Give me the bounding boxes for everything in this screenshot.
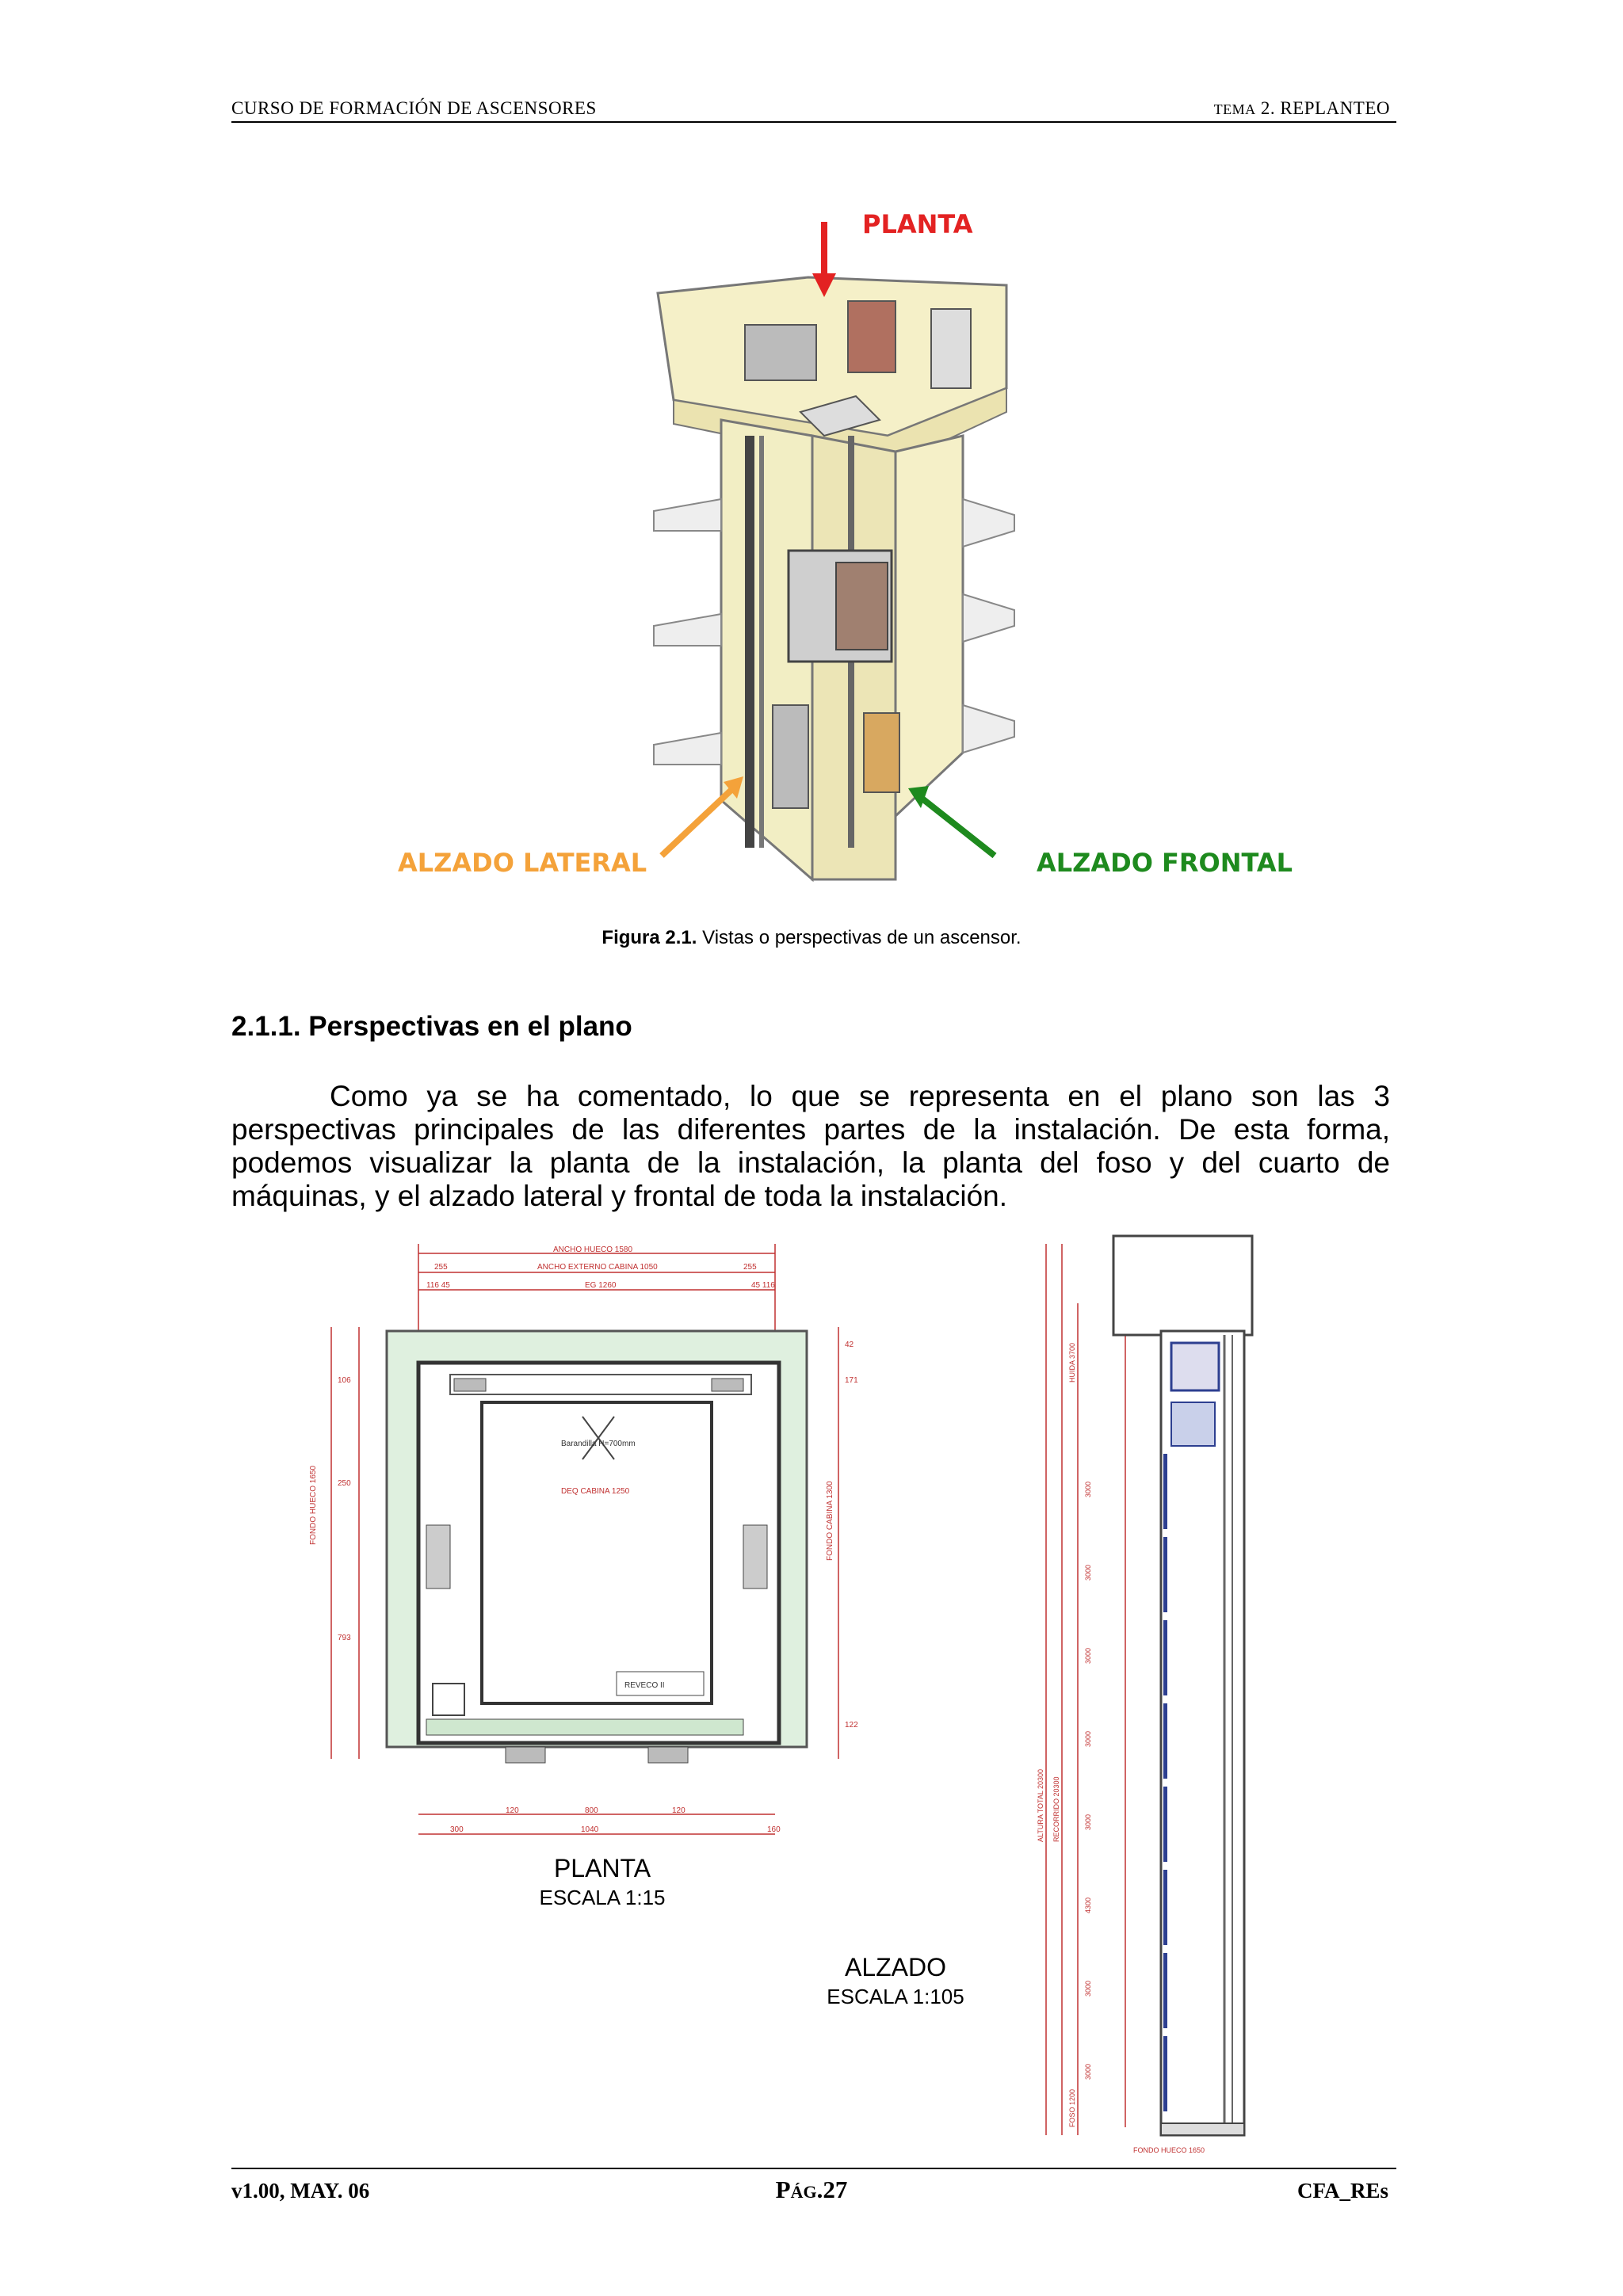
elev-foso: FOSO 1200 bbox=[1068, 2088, 1076, 2127]
label-alzado-lateral: ALZADO LATERAL bbox=[398, 848, 647, 878]
dim-250: 250 bbox=[338, 1479, 351, 1488]
footer-rule bbox=[231, 2168, 1396, 2169]
footer-page-b: ÁG bbox=[790, 2182, 817, 2202]
elev-scale: ESCALA 1:105 bbox=[827, 1985, 964, 2008]
dim-fondo-cabina: FONDO CABINA 1300 bbox=[826, 1481, 834, 1561]
elev-floor-2: 3000 bbox=[1084, 1564, 1092, 1581]
dim-45: 45 116 bbox=[751, 1281, 775, 1290]
dim-eg: EG 1260 bbox=[585, 1281, 617, 1290]
dim-1040: 1040 bbox=[581, 1825, 599, 1834]
elev-recorrido: RECORRIDO 20300 bbox=[1052, 1776, 1060, 1842]
dim-171: 171 bbox=[845, 1376, 858, 1385]
dim-300: 300 bbox=[450, 1825, 464, 1834]
elev-floor-6: 4300 bbox=[1084, 1897, 1092, 1913]
dim-116: 116 45 bbox=[426, 1281, 450, 1290]
dim-160: 160 bbox=[767, 1825, 781, 1834]
elev-floor-8: 3000 bbox=[1084, 2063, 1092, 2080]
plan-drawing bbox=[300, 1244, 870, 1846]
header-rule bbox=[231, 121, 1396, 123]
label-planta: PLANTA bbox=[862, 209, 973, 239]
dim-120a: 120 bbox=[506, 1806, 519, 1815]
dim-120b: 120 bbox=[672, 1806, 685, 1815]
header-left: CURSO DE FORMACIÓN DE ASCENSORES bbox=[231, 98, 597, 118]
plan-scale: ESCALA 1:15 bbox=[539, 1886, 666, 1909]
elev-huida: HUIDA 3700 bbox=[1068, 1342, 1076, 1383]
footer-left: v1.00, MAY. 06 bbox=[231, 2179, 370, 2203]
elev-floor-1: 3000 bbox=[1084, 1481, 1092, 1497]
elev-altura: ALTURA TOTAL 20300 bbox=[1037, 1768, 1044, 1842]
header-right-small: TEMA bbox=[1213, 101, 1256, 117]
dim-deq: DEQ CABINA 1250 bbox=[561, 1487, 630, 1496]
dim-42: 42 bbox=[845, 1341, 854, 1349]
label-alzado-frontal: ALZADO FRONTAL bbox=[1037, 848, 1293, 878]
figure-caption-label: Figura 2.1. bbox=[601, 927, 697, 948]
elev-floor-3: 3000 bbox=[1084, 1647, 1092, 1664]
dim-hueco: ANCHO HUECO 1580 bbox=[553, 1245, 633, 1254]
plan-title: PLANTA bbox=[553, 1854, 651, 1882]
section-paragraph bbox=[231, 1080, 1390, 1213]
dim-255b: 255 bbox=[743, 1263, 757, 1272]
elev-floor-4: 3000 bbox=[1084, 1730, 1092, 1747]
section-heading: 2.1.1. Perspectivas en el plano bbox=[231, 1011, 632, 1042]
paragraph-text: Como ya se ha comentado, lo que se representa en el plano son las 3 perspectivas principales de las diferentes partes de la instalación. De esta forma, podemos visualizar la planta de la instalación, la planta del foso y del cuarto de máquinas, y el alzado lateral y frontal de toda la instalación. bbox=[231, 1080, 1390, 1212]
dim-barandilla: Barandilla H=700mm bbox=[561, 1440, 636, 1448]
elev-floor-7: 3000 bbox=[1084, 1980, 1092, 1997]
header-right-text: 2. REPLANTEO bbox=[1255, 98, 1390, 118]
elev-fondo: FONDO HUECO 1650 bbox=[1133, 2146, 1205, 2154]
dim-106: 106 bbox=[338, 1376, 351, 1385]
figure-caption-text: Vistas o perspectivas de un ascensor. bbox=[697, 927, 1022, 948]
dim-793: 793 bbox=[338, 1634, 351, 1642]
dim-800: 800 bbox=[585, 1806, 598, 1815]
dim-255a: 255 bbox=[434, 1263, 448, 1272]
header-right bbox=[1214, 98, 1390, 119]
figure-caption bbox=[0, 927, 1623, 949]
elev-title: ALZADO bbox=[844, 1953, 947, 1981]
dim-reveco: REVECO II bbox=[624, 1681, 665, 1690]
elevator-perspective-figure bbox=[380, 198, 1300, 895]
footer-page-a: P bbox=[775, 2176, 791, 2203]
elev-floor-5: 3000 bbox=[1084, 1814, 1092, 1830]
dim-fondo-hueco: FONDO HUECO 1650 bbox=[309, 1465, 318, 1545]
dim-122: 122 bbox=[845, 1721, 858, 1730]
footer-page-c: .27 bbox=[816, 2176, 848, 2203]
footer-right: CFA_REs bbox=[1296, 2179, 1388, 2203]
dim-ext: ANCHO EXTERNO CABINA 1050 bbox=[537, 1263, 658, 1272]
elevation-drawing bbox=[1030, 1224, 1284, 2175]
